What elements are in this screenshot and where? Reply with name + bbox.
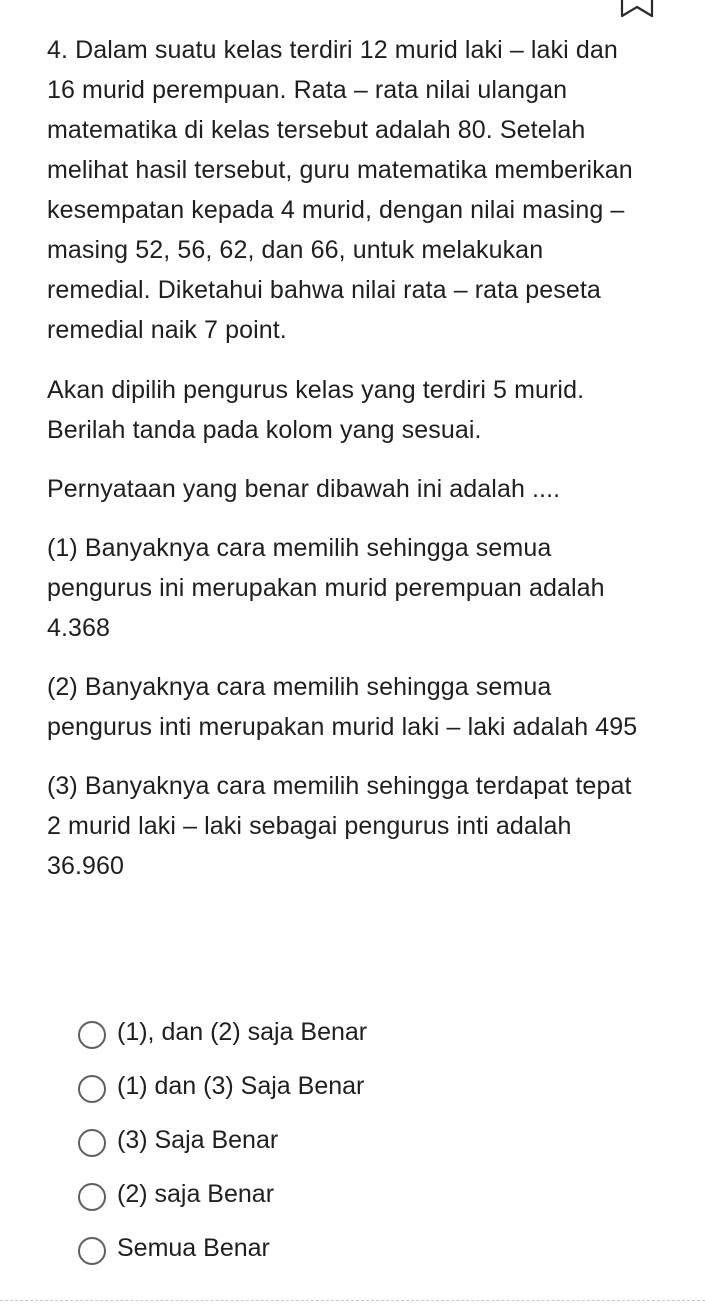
- answer-option-label: (1) dan (3) Saja Benar: [117, 1072, 365, 1100]
- radio-button[interactable]: [78, 1237, 106, 1265]
- answer-option-3[interactable]: [78, 1113, 638, 1167]
- radio-button[interactable]: [78, 1021, 106, 1049]
- answer-option-1[interactable]: [78, 1005, 638, 1059]
- radio-button[interactable]: [78, 1075, 106, 1103]
- radio-button[interactable]: [78, 1129, 106, 1157]
- answer-option-2[interactable]: [78, 1059, 638, 1113]
- question-context: Akan dipilih pengurus kelas yang terdiri 5 murid. Berilah tanda pada kolom yang sesuai.: [47, 376, 585, 444]
- answer-option-label: (1), dan (2) saja Benar: [117, 1018, 368, 1046]
- question-block: [47, 30, 647, 886]
- answer-option-label: Semua Benar: [117, 1234, 270, 1262]
- question-prompt: Pernyataan yang benar dibawah ini adalah ....: [47, 475, 561, 503]
- question-intro: 4. Dalam suatu kelas terdiri 12 murid laki – laki dan 16 murid perempuan. Rata – rata nilai ulangan matematika di kelas tersebut adalah 80. Setelah melihat hasil tersebut, guru matematika memberikan kesempatan kepada 4 murid, dengan nilai masing – masing 52, 56, 62, dan 66, untuk melakukan remedial. Diketahui bahwa nilai rata – rata peseta remedial naik 7 point.: [47, 36, 633, 344]
- statement-2: (2) Banyaknya cara memilih sehingga semua pengurus inti merupakan murid laki – laki adalah 495: [47, 673, 638, 741]
- radio-button[interactable]: [78, 1183, 106, 1211]
- divider: [0, 1300, 705, 1301]
- answer-option-label: (3) Saja Benar: [117, 1126, 279, 1154]
- statement-1: (1) Banyaknya cara memilih sehingga semua pengurus ini merupakan murid perempuan adalah 4.368: [47, 534, 605, 642]
- answer-option-4[interactable]: [78, 1167, 638, 1221]
- statement-3: (3) Banyaknya cara memilih sehingga terdapat tepat 2 murid laki – laki sebagai pengurus inti adalah 36.960: [47, 772, 632, 880]
- bookmark-icon[interactable]: [620, 0, 654, 18]
- answer-options: [78, 1005, 638, 1275]
- answer-option-label: (2) saja Benar: [117, 1180, 275, 1208]
- answer-option-5[interactable]: [78, 1221, 638, 1275]
